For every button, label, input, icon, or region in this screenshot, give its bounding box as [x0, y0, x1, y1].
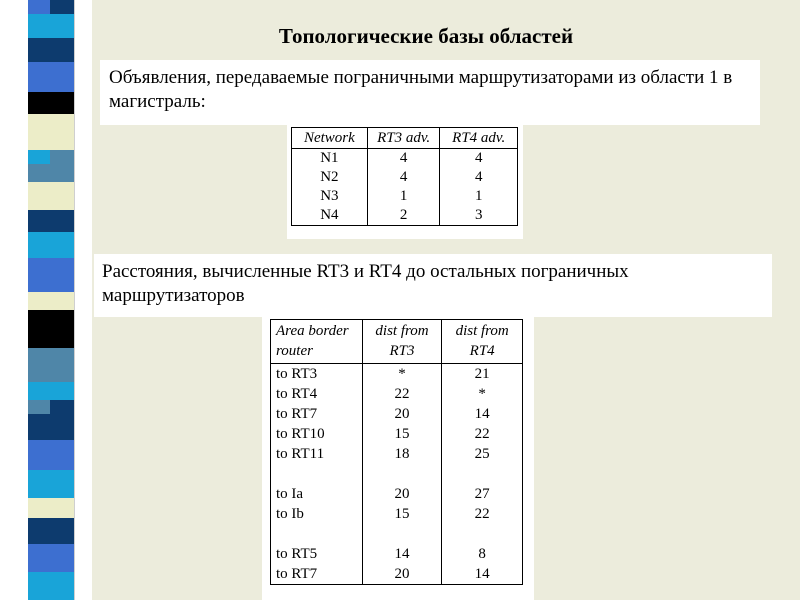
table-cell: 22 — [362, 384, 442, 404]
table-cell — [442, 464, 523, 484]
distances-table — [270, 319, 523, 585]
table-row — [292, 206, 518, 226]
table-cell — [271, 524, 363, 544]
slide-title: Топологические базы областей — [278, 24, 574, 48]
table-cell: 4 — [440, 168, 518, 187]
column-header — [271, 320, 363, 364]
announcements-textbox: Объявления, передаваемые пограничными маршрутизаторами из области 1 в магистраль: — [100, 60, 760, 125]
column-header-line: RT3 — [389, 343, 415, 359]
table-cell — [271, 464, 363, 484]
table-cell: 3 — [440, 206, 518, 226]
announcements-table-panel — [287, 124, 523, 239]
table-cell: * — [362, 364, 442, 385]
table-header-row — [292, 128, 518, 149]
table-cell: 20 — [362, 564, 442, 585]
table-cell: 25 — [442, 444, 523, 464]
table-row — [271, 504, 523, 524]
table-cell: * — [442, 384, 523, 404]
table-row — [271, 424, 523, 444]
table-cell: 22 — [442, 504, 523, 524]
table-row — [292, 168, 518, 187]
table-cell: N2 — [320, 169, 339, 185]
table-cell: 1 — [367, 187, 440, 206]
table-cell: N3 — [320, 188, 339, 204]
table-row — [271, 364, 523, 385]
table-row — [271, 384, 523, 404]
distances-table-panel — [262, 317, 534, 600]
table-cell: N4 — [320, 207, 339, 223]
column-header-line: router — [276, 343, 313, 359]
table-cell — [362, 524, 442, 544]
column-header-line: Area border — [276, 323, 349, 339]
table-header-row — [271, 320, 523, 364]
table-cell — [362, 464, 442, 484]
table-cell: 21 — [442, 364, 523, 385]
table-cell: N1 — [320, 150, 339, 166]
table-cell: to RT7 — [276, 406, 318, 422]
table-row — [292, 187, 518, 206]
table-row — [271, 404, 523, 424]
table-row — [271, 564, 523, 585]
table-spacer-row — [271, 464, 523, 484]
column-header: Network — [292, 128, 368, 149]
table-cell: to RT10 — [276, 426, 325, 442]
table-cell: to RT11 — [276, 446, 325, 462]
table-cell: 15 — [362, 424, 442, 444]
table-spacer-row — [271, 524, 523, 544]
table-row — [292, 149, 518, 169]
column-header: RT3 adv. — [367, 128, 440, 149]
table-cell: 14 — [442, 564, 523, 585]
table-cell: 27 — [442, 484, 523, 504]
table-cell: to Ib — [276, 506, 304, 522]
column-header — [362, 320, 442, 364]
table-cell: 20 — [362, 404, 442, 424]
table-cell — [442, 524, 523, 544]
table-row — [271, 444, 523, 464]
table-cell: to RT3 — [276, 366, 318, 382]
table-cell: 22 — [442, 424, 523, 444]
table-cell: 20 — [362, 484, 442, 504]
table-cell: 4 — [367, 149, 440, 169]
table-cell: 1 — [440, 187, 518, 206]
distances-textbox: Расстояния, вычисленные RT3 и RT4 до остальных пограничных маршрутизаторов — [94, 254, 772, 317]
table-cell: 4 — [367, 168, 440, 187]
table-cell: 4 — [440, 149, 518, 169]
column-header-line: dist from — [375, 323, 429, 339]
table-cell: 2 — [367, 206, 440, 226]
column-header — [442, 320, 523, 364]
table-row — [271, 484, 523, 504]
table-cell: 18 — [362, 444, 442, 464]
table-cell: to RT4 — [276, 386, 318, 402]
table-row — [271, 544, 523, 564]
column-header-line: RT4 — [469, 343, 495, 359]
announcements-table — [291, 127, 518, 226]
table-cell: 14 — [442, 404, 523, 424]
table-cell: to RT5 — [276, 546, 318, 562]
table-cell: 15 — [362, 504, 442, 524]
table-cell: to RT7 — [276, 566, 318, 582]
column-header-line: dist from — [455, 323, 509, 339]
decorative-stripe — [28, 0, 74, 600]
table-cell: 8 — [442, 544, 523, 564]
stripe-shadow-line — [74, 0, 75, 600]
table-cell: to Ia — [276, 486, 304, 502]
column-header: RT4 adv. — [440, 128, 518, 149]
table-cell: 14 — [362, 544, 442, 564]
